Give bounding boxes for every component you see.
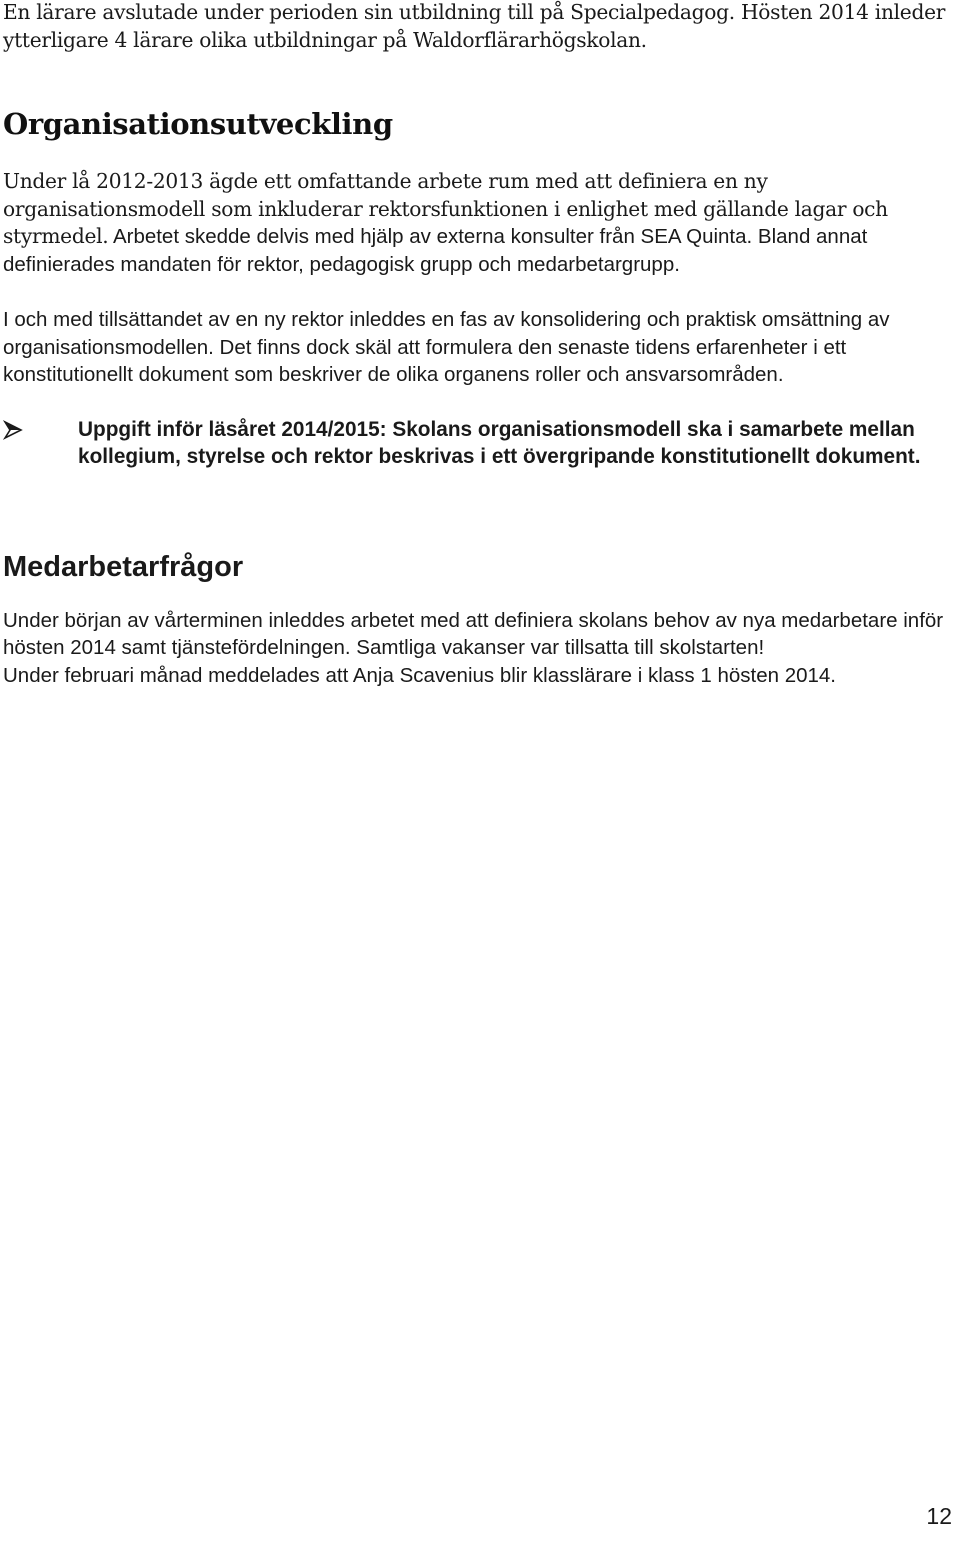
organisation-paragraph-1-sans: Arbetet skedde delvis med hjälp av externa konsulter från SEA Quinta. Bland annat definierades mandaten för rektor, pedagogisk grupp och medarbetargrupp.	[3, 225, 868, 276]
task-text: Uppgift inför läsåret 2014/2015: Skolans organisationsmodell ska i samarbete mellan kollegium, styrelse och rektor beskrivas i ett övergripande konstitutionellt dokument.	[78, 417, 921, 468]
arrowhead-bullet-icon	[3, 420, 23, 440]
section-heading-medarbetarfragor: Medarbetarfrågor	[3, 550, 244, 583]
document-page	[3, 0, 957, 689]
organisation-paragraph-1-serif: Under lå 2012-2013 ägde ett omfattande arbete rum med att definiera en ny organisationsmodell som inkluderar rektorsfunktionen i enlighet med gällande lagar och styrmedel.	[3, 169, 888, 248]
organisation-paragraph-1	[3, 168, 957, 278]
medarbetare-paragraph-2: Under februari månad meddelades att Anja Scavenius blir klasslärare i klass 1 hösten 2014.	[3, 663, 836, 687]
medarbetare-paragraph-1: Under början av vårterminen inleddes arbetet med att definiera skolans behov av nya medarbetare inför hösten 2014 samt tjänstefördelningen. Samtliga vakanser var tillsatta till skolstarten!	[3, 608, 944, 660]
organisation-paragraph-2: I och med tillsättandet av en ny rektor inleddes en fas av konsolidering och praktisk omsättning av organisationsmodellen. Det finns dock skäl att formulera den senaste tidens erfarenheter i ett konstitutionellt dokument som beskriver de olika organens roller och ansvarsområden.	[3, 308, 890, 386]
page-number: 12	[926, 1503, 952, 1529]
section-heading-organisationsutveckling: Organisationsutveckling	[3, 107, 393, 141]
task-bullet	[3, 416, 957, 471]
intro-paragraph: En lärare avslutade under perioden sin utbildning till på Specialpedagog. Hösten 2014 inleder ytterligare 4 lärare olika utbildningar på Waldorflärarhögskolan.	[3, 0, 946, 52]
